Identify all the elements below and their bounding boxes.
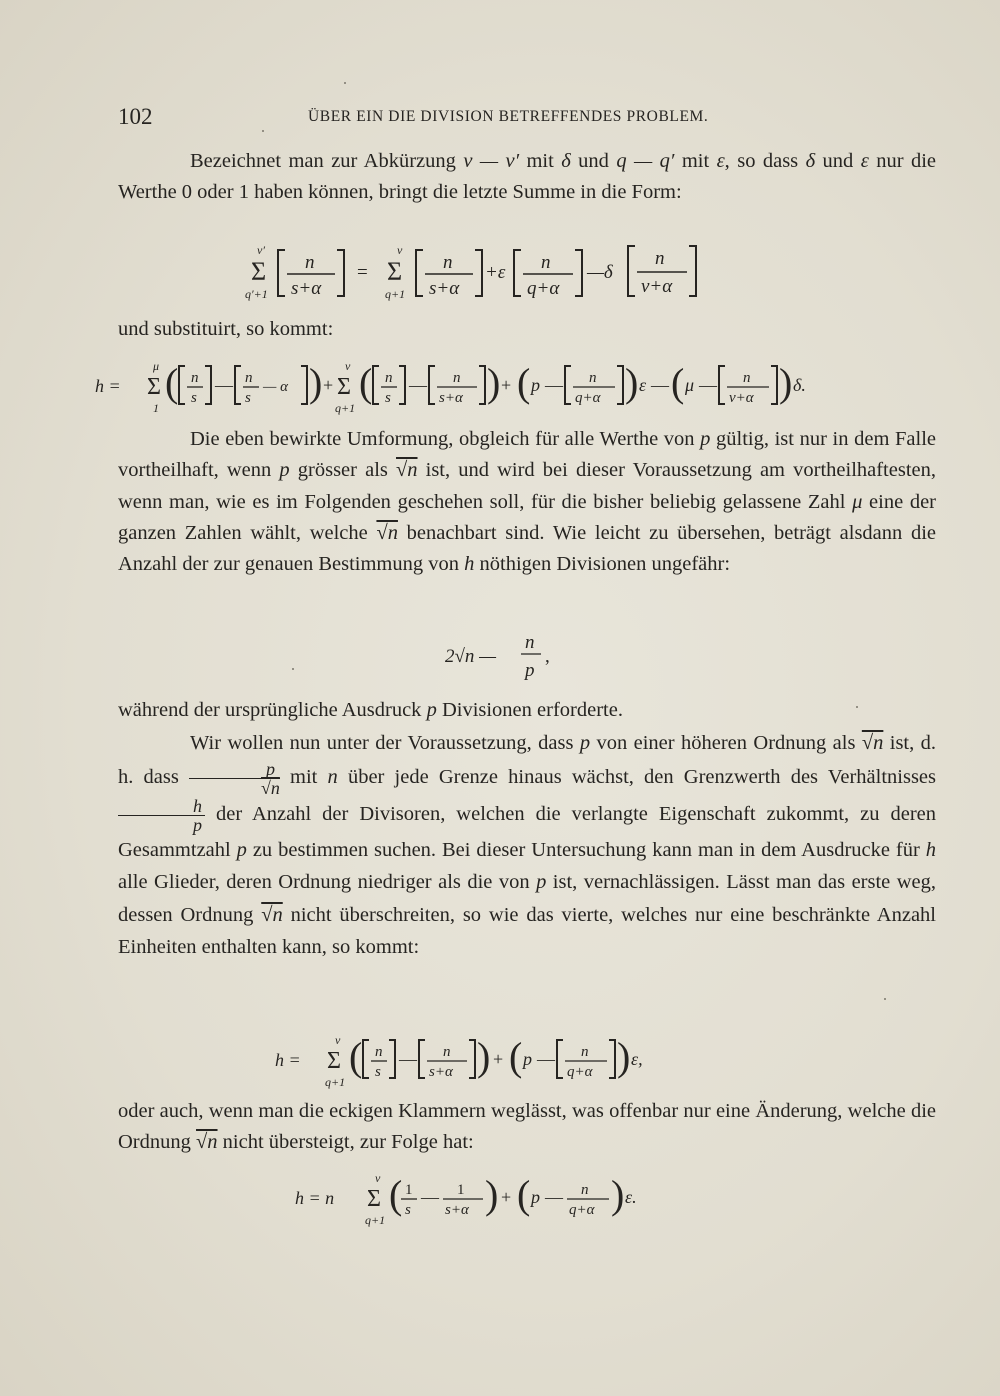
eq5-f3-den: q+α xyxy=(569,1202,595,1218)
svg-text:—: — xyxy=(545,1187,563,1207)
svg-text:+: + xyxy=(493,1049,504,1069)
eq5-p: p xyxy=(531,1187,540,1207)
eq1-frac4-num: n xyxy=(655,248,665,269)
eq2-p: p xyxy=(531,375,540,395)
eq1-frac1-num: n xyxy=(305,252,315,273)
svg-text:(: ( xyxy=(517,360,531,405)
equation-sum-split xyxy=(0,240,1000,315)
svg-text:—: — xyxy=(545,375,563,395)
paragraph-abbreviation: Bezeichnet man zur Abkürzung ν — ν′ mit δ und q — q′ mit ε, so dass δ und ε nur die Werthe 0 oder 1 haben können, bringt die letzte Summe in die Form: xyxy=(118,150,937,204)
equation-3-svg xyxy=(445,630,565,686)
svg-text:—: — xyxy=(537,1049,555,1069)
paper-speck xyxy=(344,82,346,84)
svg-text:): ) xyxy=(485,1172,499,1217)
svg-text:+: + xyxy=(501,1187,512,1207)
eq5-f1-num: 1 xyxy=(405,1182,413,1198)
eq3-den: p xyxy=(525,660,535,681)
eq4-f3-den: q+α xyxy=(567,1064,593,1080)
paper-speck xyxy=(292,668,294,670)
equation-1-svg xyxy=(245,240,765,310)
eq1-frac2-num: n xyxy=(443,252,453,273)
svg-text:): ) xyxy=(617,1034,631,1079)
eq2-sum1-lower: 1 xyxy=(153,401,159,415)
svg-text:—: — xyxy=(399,1049,417,1069)
eq1-minus-delta: —δ xyxy=(587,262,613,283)
eq4-f2-den: s+α xyxy=(429,1064,453,1080)
svg-text:+: + xyxy=(323,375,334,395)
eq4-f2-num: n xyxy=(443,1044,451,1060)
svg-text:(: ( xyxy=(389,1172,403,1217)
eq4-f1-den: s xyxy=(375,1064,381,1080)
eq2-sum2-upper: ν xyxy=(345,359,351,373)
eq4-sum-upper: ν xyxy=(335,1033,341,1047)
eq2-f3-num: n xyxy=(385,370,393,386)
sum1-sigma: Σ xyxy=(251,257,267,286)
page-number: 102 xyxy=(118,104,153,129)
fraction-h-over-p: $\frac{h}{p}$ xyxy=(118,797,205,834)
eq2-f6-den: ν+α xyxy=(729,390,754,406)
equation-5-svg xyxy=(295,1168,715,1230)
running-title: ÜBER EIN DIE DIVISION BETREFFENDES PROBLEM. xyxy=(308,108,709,125)
eq4-sum-lower: q+1 xyxy=(325,1075,346,1089)
sum1-upper: ν′ xyxy=(257,243,265,257)
equation-2-svg xyxy=(95,356,915,418)
svg-text:): ) xyxy=(625,360,639,405)
equation-division-count xyxy=(0,630,1000,691)
svg-text:—: — xyxy=(409,375,427,395)
svg-text:—: — xyxy=(215,375,233,395)
eq2-sum2-sigma: Σ xyxy=(337,374,351,400)
eq5-f2-num: 1 xyxy=(457,1182,465,1198)
eq2-lhs: h = xyxy=(95,376,121,396)
paper-speck xyxy=(262,130,264,132)
eq1-frac1-den: s+α xyxy=(291,278,322,299)
eq2-f3-den: s xyxy=(385,390,391,406)
paper-speck xyxy=(856,706,858,708)
paragraph-brackets: oder auch, wenn man die eckigen Klammern weglässt, was offenbar nur eine Änderung, welche die Ordnung √n nicht übersteigt, zur Folge hat: xyxy=(118,1100,936,1154)
eq2-sum1-sigma: Σ xyxy=(147,374,161,400)
eq2-delta: δ. xyxy=(793,375,806,395)
eq4-f1-num: n xyxy=(375,1044,383,1060)
eq2-f1-num: n xyxy=(191,370,199,386)
equation-h-final xyxy=(0,1168,1000,1235)
eq3-coef: 2√n — xyxy=(445,646,497,667)
paragraph-original-expression: während der ursprüngliche Ausdruck p Divisionen erforderte. xyxy=(118,699,623,721)
eq2-sum2-lower: q+1 xyxy=(335,401,356,415)
eq4-tail: ε, xyxy=(631,1049,643,1069)
eq4-lhs: h = xyxy=(275,1050,301,1070)
sum2-lower: q+1 xyxy=(385,287,406,301)
svg-text:): ) xyxy=(487,360,501,405)
eq5-f3-num: n xyxy=(581,1182,589,1198)
eq1-frac2-den: s+α xyxy=(429,278,460,299)
svg-text:): ) xyxy=(779,360,793,405)
eq2-f5-den: q+α xyxy=(575,390,601,406)
equation-4-svg xyxy=(275,1030,735,1092)
equation-h-full xyxy=(0,356,1000,423)
eq5-sum-sigma: Σ xyxy=(367,1186,381,1212)
paragraph-limit: Wir wollen nun unter der Voraussetzung, dass p von einer höheren Ordnung als √n ist, d. h. dass $\frac{p}{√n}$ mit n über jede Grenze hinaus wächst, den Grenzwerth des Verhältnisses $\frac{h}{p}$ der Anzahl der Divisoren, welchen die verlangte Eigenschaft zukommt, zu deren Gesammtzahl p zu bestimmen suchen. Bei dieser Untersuchung kann man in dem Ausdrucke für h alle Glieder, deren Ordnung niedriger als die von p ist, vernachlässigen. Lässt man das erste weg, dessen Ordnung √n nicht überschreiten, so wie das vierte, welches nur eine beschränkte Anzahl Einheiten enthalten kann, so kommt: xyxy=(118,732,937,958)
paragraph-transformation: Die eben bewirkte Umformung, obgleich für alle Werthe von p gültig, ist nur in dem Falle vortheilhaft, wenn p grösser als √n ist, und wird bei dieser Voraussetzung am vortheilhaftesten, wenn man, wie es im Folgenden geschehen soll, für die bisher beliebig gelassene Zahl μ eine der ganzen Zahlen wählt, welche √n benachbart sind. Wie leicht zu übersehen, beträgt alsdann die Anzahl der zur genauen Bestimmung von h nöthigen Divisionen ungefähr: xyxy=(118,428,937,576)
eq5-lhs: h = n xyxy=(295,1188,335,1208)
eq3-tail: , xyxy=(545,646,550,667)
eq2-f2-den: s xyxy=(245,390,251,406)
eq2-minus-alpha: — α xyxy=(263,379,288,395)
eq5-f2-den: s+α xyxy=(445,1202,469,1218)
eq2-f2-num: n xyxy=(245,370,253,386)
eq2-mu: μ xyxy=(685,375,695,395)
paper-speck xyxy=(884,998,886,1000)
eq1-plus-eps: +ε xyxy=(485,262,506,283)
eq2-sum1-upper: μ xyxy=(153,359,160,373)
substitution-line: und substituirt, so kommt: xyxy=(118,318,334,340)
eq4-sum-sigma: Σ xyxy=(327,1048,341,1074)
eq2-eps: ε xyxy=(639,375,647,395)
fraction-p-over-sqrt-n: $\frac{p}{√n}$ xyxy=(189,760,280,797)
eq2-f4-num: n xyxy=(453,370,461,386)
svg-text:—: — xyxy=(699,375,717,395)
eq1-frac3-den: q+α xyxy=(527,278,560,299)
eq4-p: p xyxy=(523,1049,532,1069)
svg-text:(: ( xyxy=(165,360,179,405)
svg-text:—: — xyxy=(651,375,669,395)
equation-h-reduced xyxy=(0,1030,1000,1097)
eq1-frac3-num: n xyxy=(541,252,551,273)
eq2-f5-num: n xyxy=(589,370,597,386)
eq2-f6-num: n xyxy=(743,370,751,386)
sum2-sigma: Σ xyxy=(387,257,403,286)
eq5-sum-lower: q+1 xyxy=(365,1213,386,1227)
svg-text:(: ( xyxy=(349,1034,363,1079)
eq1-equals: = xyxy=(357,262,368,283)
page-header xyxy=(118,104,938,136)
sum2-upper: ν xyxy=(397,243,403,257)
eq2-f4-den: s+α xyxy=(439,390,463,406)
eq4-f3-num: n xyxy=(581,1044,589,1060)
eq1-frac4-den: ν+α xyxy=(641,276,673,297)
svg-text:): ) xyxy=(309,360,323,405)
svg-text:(: ( xyxy=(359,360,373,405)
svg-text:(: ( xyxy=(509,1034,523,1079)
svg-text:(: ( xyxy=(517,1172,531,1217)
svg-text:(: ( xyxy=(671,360,685,405)
eq5-tail: ε. xyxy=(625,1187,637,1207)
sum1-lower: q′+1 xyxy=(245,287,268,301)
eq2-f1-den: s xyxy=(191,390,197,406)
svg-text:): ) xyxy=(477,1034,491,1079)
eq5-f1-den: s xyxy=(405,1202,411,1218)
eq3-num: n xyxy=(525,632,535,653)
svg-text:): ) xyxy=(611,1172,625,1217)
svg-text:—: — xyxy=(421,1187,439,1207)
eq5-sum-upper: ν xyxy=(375,1171,381,1185)
svg-text:+: + xyxy=(501,375,512,395)
